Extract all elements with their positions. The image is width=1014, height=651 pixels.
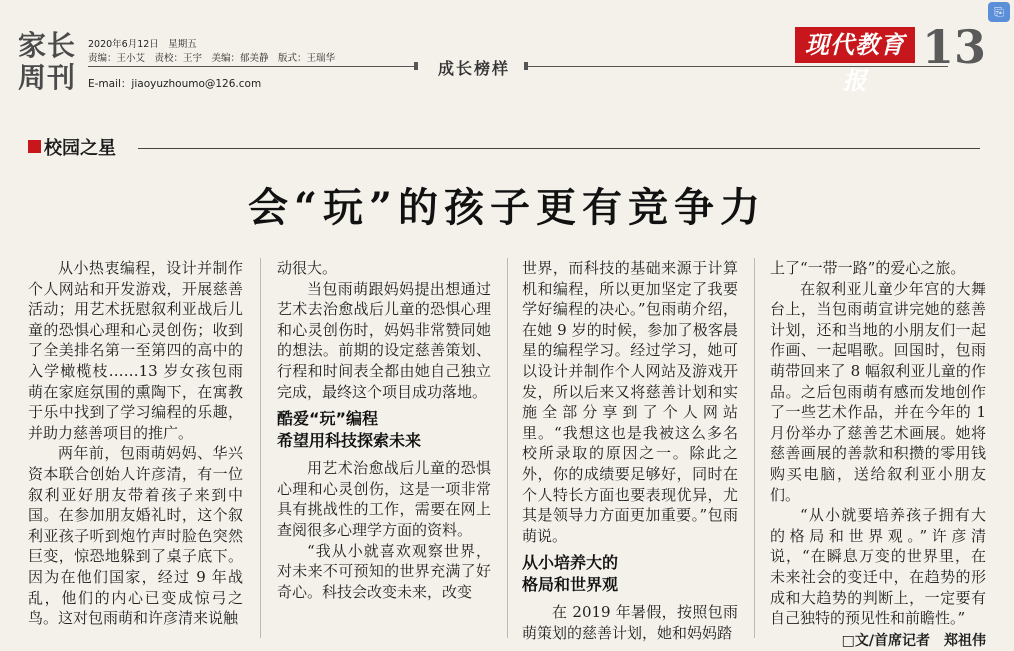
masthead-rule-right (528, 66, 948, 67)
rule-tick-left (414, 62, 418, 70)
article-column-1 (28, 258, 243, 629)
subheading-line: 酷爱“玩”编程 (277, 409, 379, 429)
article-headline: 会“玩”的孩子更有竞争力 (247, 184, 766, 231)
column-divider (754, 258, 755, 638)
subheading-line: 格局和世界观 (522, 575, 619, 595)
subheading (277, 408, 491, 452)
paragraph: 当包雨萌跟妈妈提出想通过艺术去治愈战后儿童的恐惧心理和心灵创伤时，妈妈非常赞同她的想法。前期的设定慈善策划、行程和时间表全都由她自己独立完成，最终这个项目成功落地。 (277, 279, 491, 401)
article-column-4 (770, 258, 986, 651)
newspaper-logo: 现代教育报 (795, 27, 915, 63)
paragraph: 上了“一带一路”的爱心之旅。 (770, 259, 966, 277)
article-column-3 (522, 258, 738, 644)
paragraph: 在 2019 年暑假，按照包雨萌策划的慈善计划，她和妈妈踏 (522, 603, 738, 642)
paragraph: 两年前，包雨萌妈妈、华兴资本联合创始人许彦清，有一位叙利亚好朋友带着孩子来到中国。在参加朋友婚礼时，这个叙利亚孩子听到炮竹声时脸色突然巨变，惊恐地躲到了桌子底下。因为在他们国家，经过 9 年战乱，他们的内心已变成惊弓之鸟。这对包雨萌和许彦清来说触 (28, 444, 243, 628)
column-name: 成长榜样 (437, 59, 510, 78)
subheading (522, 552, 738, 596)
paragraph: “从小就要培养孩子拥有大的格局和世界观。”许彦清说，“在瞬息万变的世界里，在未来社会的变迁中，在趋势的形成和大趋势的判断上，一定要有自己独特的预见性和前瞻性。” (770, 506, 986, 628)
byline: □文/首席记者 郑祖伟 (841, 632, 986, 649)
article-column-2 (277, 258, 491, 602)
page-number: 13 (922, 20, 987, 74)
subheading-line: 希望用科技探索未来 (277, 431, 422, 451)
section-marker-icon (28, 140, 41, 153)
column-divider (260, 258, 261, 638)
editors-line: 责编：王小艾 责校：王宇 美编：郁美静 版式：王瑞华 (88, 53, 336, 64)
email-line: E-mail：jiaoyuzhoumo@126.com (88, 78, 262, 90)
column-divider (507, 258, 508, 638)
masthead-rule-left (88, 66, 416, 67)
paragraph: 动很大。 (277, 259, 338, 277)
paragraph: “我从小就喜欢观察世界，对未来不可预知的世界充满了好奇心。科技会改变未来，改变 (277, 541, 491, 601)
paragraph: 从小热衷编程，设计并制作个人网站和开发游戏，开展慈善活动；用艺术抚慰叙利亚战后儿童的恐惧心理和心灵创伤；收到了全美排名第一至第四的高中的入学橄榄枝……13 岁女孩包雨萌在家庭氛围的熏陶下，在寓教于乐中找到了学习编程的乐趣，并助力慈善项目的推广。 (28, 259, 243, 442)
paragraph: 世界，而科技的基础来源于计算机和编程，所以更加坚定了我要学好编程的决心。”包雨萌介绍，在她 9 岁的时候，参加了极客晨星的编程学习。经过学习，她可以设计并制作个人网站及游戏开发，所以后来又将慈善计划和实施全部分享到了个人网站里。“我想这也是我被这么多名校所录取的原因之一。除此之外，你的成绩要足够好，同时在个人特长方面也要表现优异，尤其是领导力方面更加重要。”包雨萌说。 (522, 259, 738, 545)
section-label: 校园之星 (44, 138, 116, 159)
paragraph: 用艺术治愈战后儿童的恐惧心理和心灵创伤，这是一项非常具有挑战性的工作，需要在网上查阅很多心理学方面的资料。 (277, 459, 491, 539)
paragraph: 在叙利亚儿童少年宫的大舞台上，当包雨萌宣讲完她的慈善计划，还和当地的小朋友们一起作画、一起唱歌。回国时，包雨萌带回来了 8 幅叙利亚儿童的作品。之后包雨萌有感而发地创作了一些艺术作品，并在今年的 1 月份举办了慈善艺术画展。她将慈善画展的善款和积攒的零用钱购买电脑，送给叙利亚小朋友们。 (770, 279, 986, 504)
section-name: 家长周刊 (18, 29, 77, 94)
date-line: 2020年6月12日 星期五 (88, 39, 197, 50)
pdf-badge-icon[interactable]: ⎘ (988, 2, 1010, 22)
section-rule (138, 148, 980, 149)
subheading-line: 从小培养大的 (522, 553, 619, 573)
